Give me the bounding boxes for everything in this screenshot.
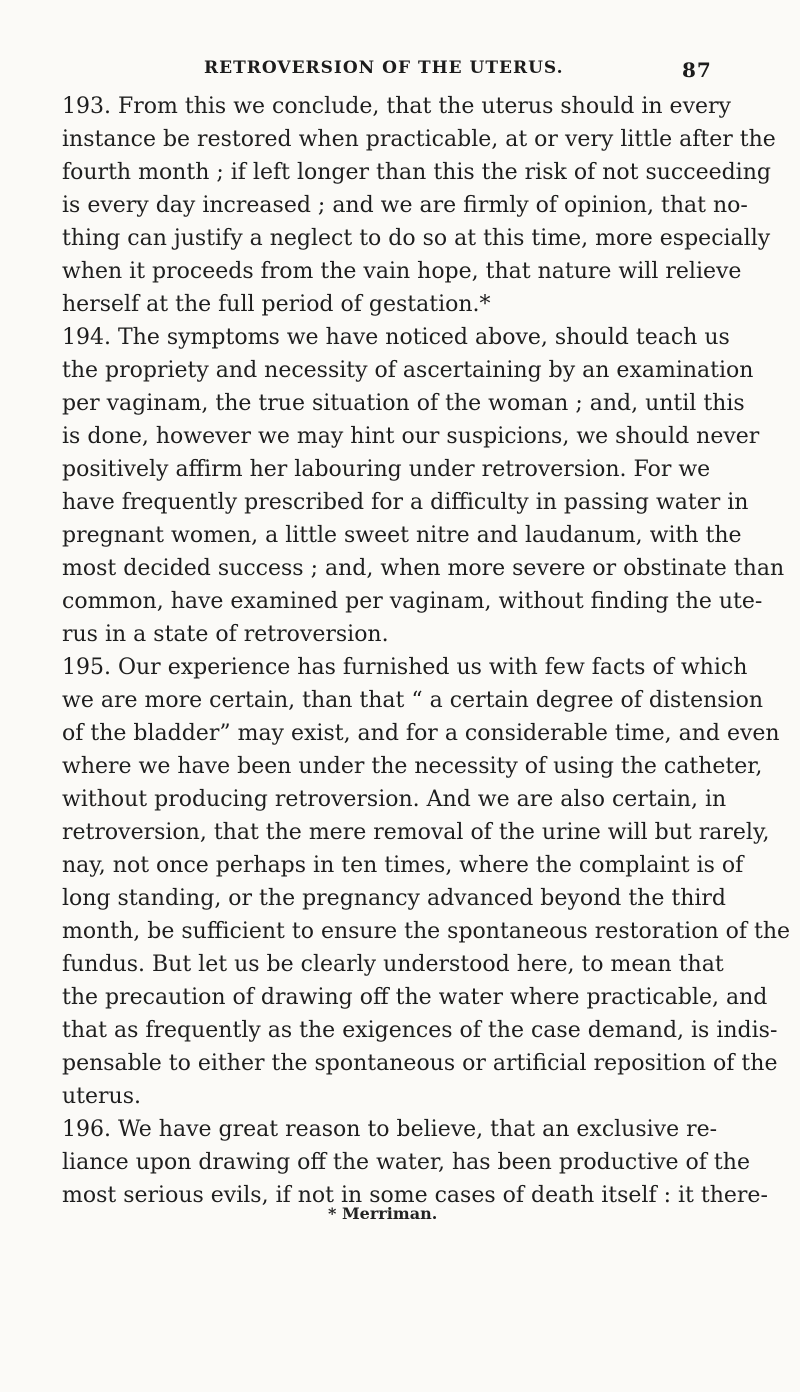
text-line: 196. We have great reason to believe, that an exclusive re-: [62, 1117, 718, 1142]
running-head: [204, 58, 712, 82]
body-text: [62, 90, 791, 1212]
text-line: instance be restored when practicable, at or very little after the: [62, 127, 776, 152]
text-line: without producing retroversion. And we are also certain, in: [62, 787, 727, 812]
text-line: pregnant women, a little sweet nitre and laudanum, with the: [62, 523, 742, 548]
text-line: per vaginam, the true situation of the woman ; and, until this: [62, 391, 745, 416]
text-line: nay, not once perhaps in ten times, where the complaint is of: [62, 853, 744, 878]
page-number: 87: [682, 58, 712, 82]
text-line: 194. The symptoms we have noticed above, should teach us: [62, 325, 730, 350]
text-line: common, have examined per vaginam, without finding the ute-: [62, 589, 763, 614]
text-line: liance upon drawing off the water, has been productive of the: [62, 1150, 750, 1175]
text-line: month, be sufficient to ensure the spontaneous restoration of the: [62, 919, 791, 944]
text-line: most serious evils, if not in some cases of death itself : it there-: [62, 1183, 768, 1208]
text-line: positively affirm her labouring under retroversion. For we: [62, 457, 711, 482]
text-line: most decided success ; and, when more severe or obstinate than: [62, 556, 785, 581]
text-line: retroversion, that the mere removal of the urine will but rarely,: [62, 820, 770, 845]
text-line: rus in a state of retroversion.: [62, 622, 389, 647]
text-line: thing can justify a neglect to do so at this time, more especially: [62, 226, 771, 251]
text-line: of the bladder” may exist, and for a considerable time, and even: [62, 721, 780, 746]
text-line: where we have been under the necessity of using the catheter,: [62, 754, 763, 779]
text-line: we are more certain, than that “ a certain degree of distension: [62, 688, 764, 713]
text-line: pensable to either the spontaneous or artificial reposition of the: [62, 1051, 778, 1076]
running-title: RETROVERSION OF THE UTERUS.: [204, 58, 564, 78]
text-line: is every day increased ; and we are firmly of opinion, that no-: [62, 193, 748, 218]
text-line: have frequently prescribed for a difficulty in passing water in: [62, 490, 749, 515]
text-line: fundus. But let us be clearly understood here, to mean that: [62, 952, 724, 977]
text-line: fourth month ; if left longer than this the risk of not succeeding: [62, 160, 771, 185]
text-line: when it proceeds from the vain hope, that nature will relieve: [62, 259, 742, 284]
footnote: * Merriman.: [328, 1204, 438, 1223]
text-line: 193. From this we conclude, that the uterus should in every: [62, 94, 731, 119]
text-line: the precaution of drawing off the water where practicable, and: [62, 985, 768, 1010]
text-line: herself at the full period of gestation.*: [62, 292, 491, 317]
text-line: is done, however we may hint our suspicions, we should never: [62, 424, 760, 449]
text-line: long standing, or the pregnancy advanced beyond the third: [62, 886, 726, 911]
text-line: 195. Our experience has furnished us with few facts of which: [62, 655, 748, 680]
text-line: that as frequently as the exigences of the case demand, is indis-: [62, 1018, 778, 1043]
text-line: uterus.: [62, 1084, 141, 1109]
text-line: the propriety and necessity of ascertaining by an examination: [62, 358, 754, 383]
